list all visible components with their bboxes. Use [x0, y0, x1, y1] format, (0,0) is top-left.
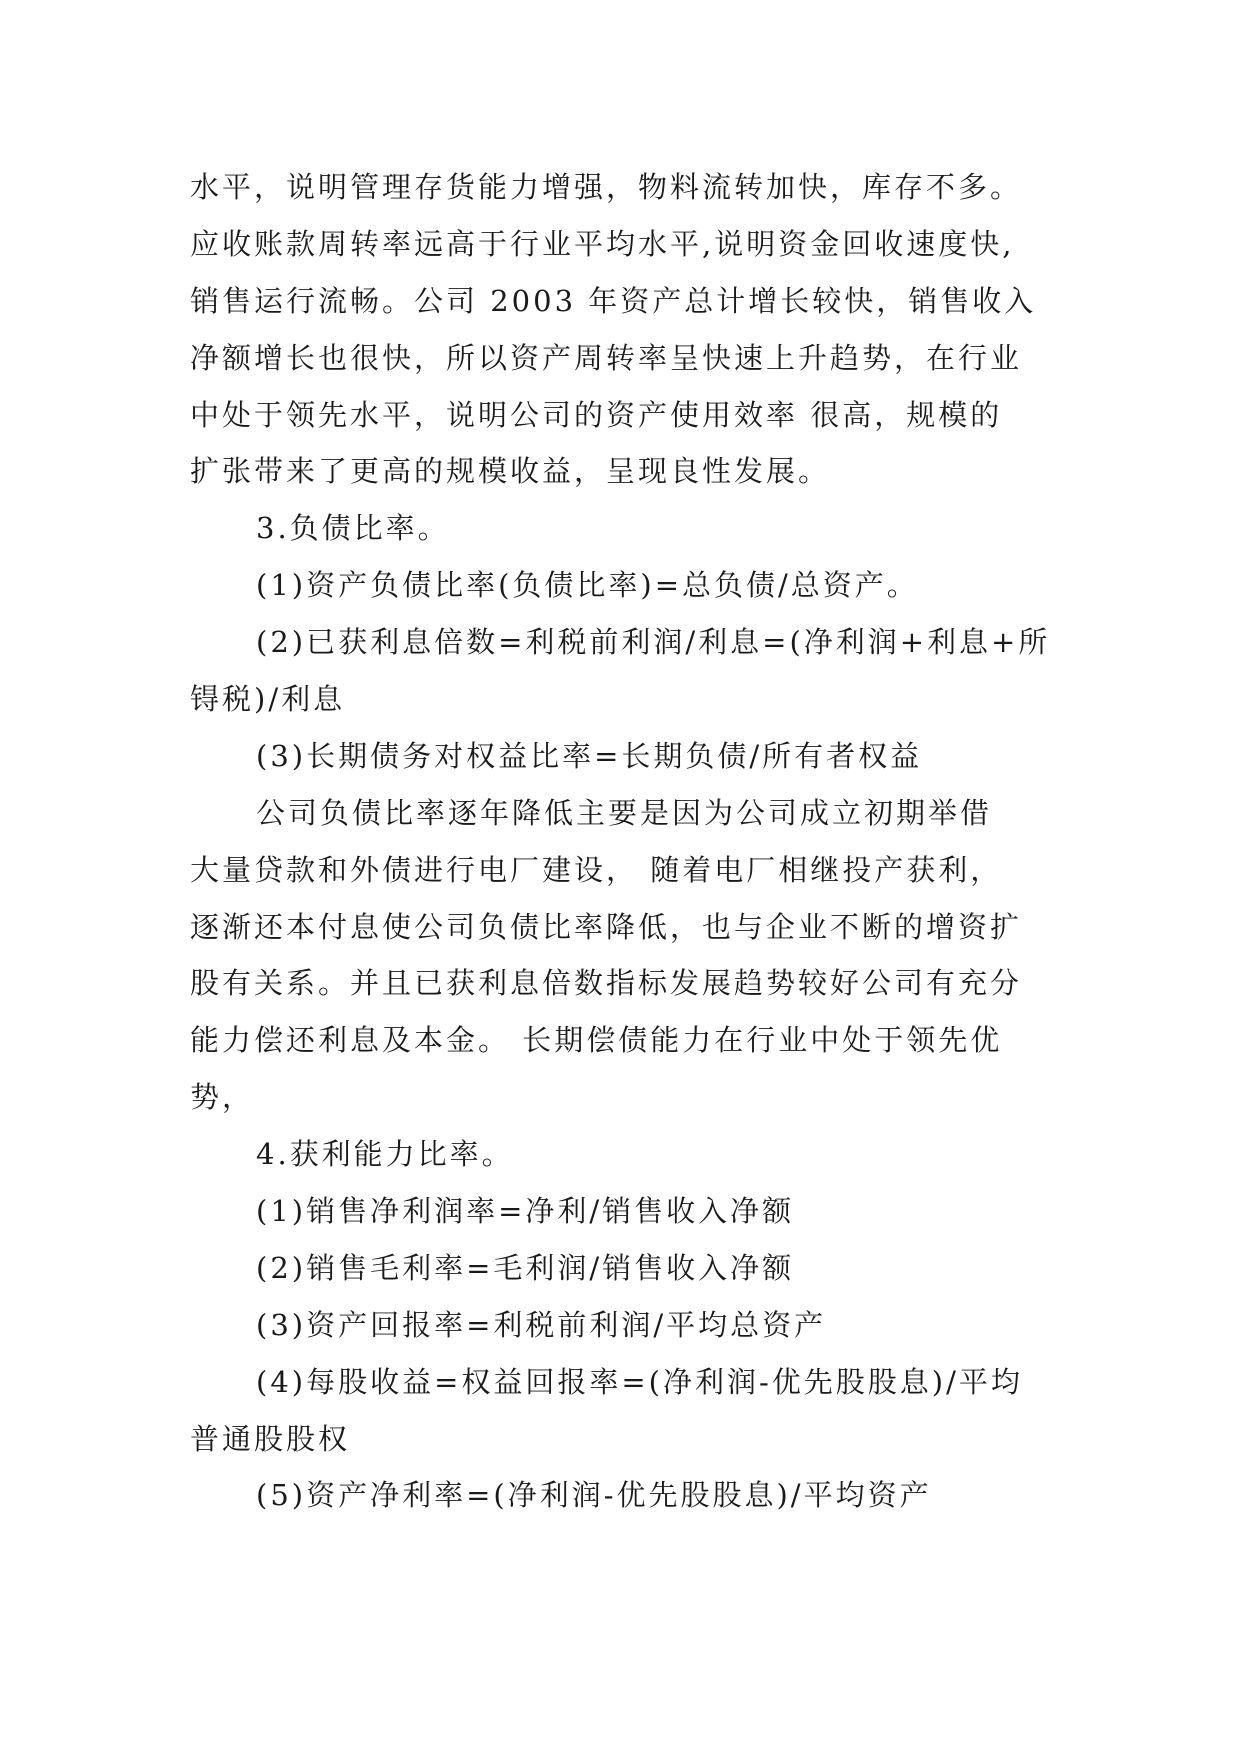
text-line: (4)每股收益=权益回报率=(净利润-优先股股息)/平均: [256, 1364, 1023, 1399]
text-line: 逐渐还本付息使公司负债比率降低，也与企业不断的增资扩: [190, 909, 1023, 944]
text-line: (3)资产回报率=利税前利润/平均总资产: [256, 1307, 827, 1342]
text-line: 应收账款周转率远高于行业平均水平,说明资金回收速度快,: [190, 226, 1015, 261]
text-line: (5)资产净利率=(净利润-优先股股息)/平均资产: [256, 1478, 932, 1513]
text-line: 能力偿还利息及本金。 长期偿债能力在行业中处于领先优: [190, 1023, 1003, 1058]
text-line: (3)长期债务对权益比率=长期负债/所有者权益: [256, 738, 923, 773]
text-line: (1)资产负债比率(负债比率)=总负债/总资产。: [256, 568, 919, 603]
text-line: 3.负债比率。: [256, 511, 450, 546]
text-line: 销售运行流畅。公司 2003 年资产总计增长较快，销售收入: [190, 283, 1037, 318]
text-line: 股有关系。并且已获利息倍数指标发展趋势较好公司有充分: [190, 966, 1023, 1001]
text-line: 大量贷款和外债进行电厂建设， 随着电厂相继投产获利，: [190, 852, 1003, 887]
text-line: 扩张带来了更高的规模收益，呈现良性发展。: [190, 454, 831, 489]
text-line: (2)销售毛利率=毛利润/销售收入净额: [256, 1250, 795, 1285]
text-line: 4.获利能力比率。: [256, 1137, 514, 1172]
text-line: 锝税)/利息: [190, 682, 346, 717]
text-line: 普通股股权: [190, 1421, 351, 1456]
body-text: [190, 159, 1090, 1524]
text-line: (1)销售净利润率=净利/销售收入净额: [256, 1194, 795, 1229]
text-line: (2)已获利息倍数=利税前利润/利息=(净利润+利息+所: [256, 625, 1051, 660]
text-line: 公司负债比率逐年降低主要是因为公司成立初期举借: [256, 795, 993, 830]
text-line: 水平，说明管理存货能力增强，物料流转加快，库存不多。: [190, 170, 1023, 204]
text-line: 势，: [190, 1080, 255, 1115]
text-line: 净额增长也很快，所以资产周转率呈快速上升趋势，在行业: [190, 340, 1023, 375]
text-line: 中处于领先水平，说明公司的资产使用效率 很高，规模的: [190, 397, 1003, 432]
